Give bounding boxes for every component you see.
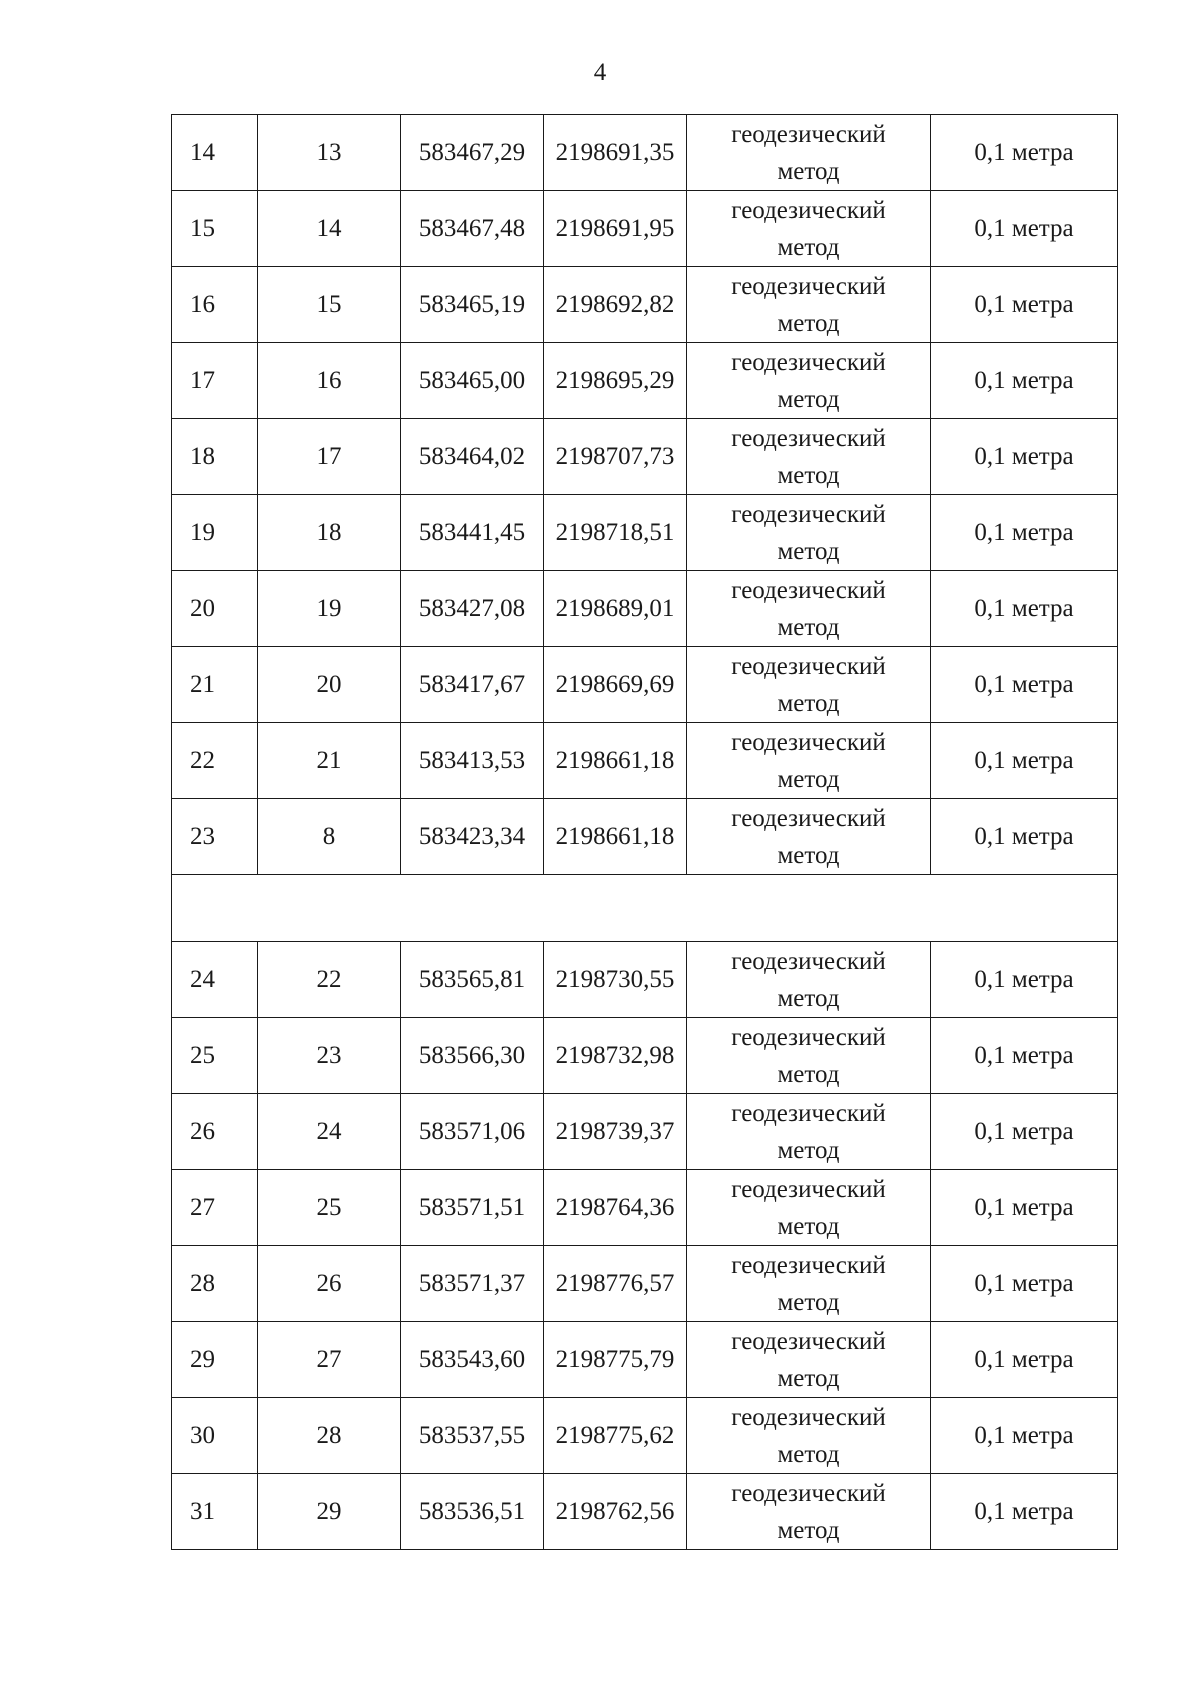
- method-line-2: метод: [777, 537, 840, 565]
- method-line-2: метод: [777, 309, 840, 337]
- row-number-cell: 17: [172, 343, 258, 419]
- point-number-cell: 18: [258, 495, 401, 571]
- point-number-cell: 23: [258, 1018, 401, 1094]
- method-line-1: геодезический: [731, 1403, 886, 1431]
- method-line-1: геодезический: [731, 424, 886, 452]
- y-coordinate-cell: 2198669,69: [544, 647, 687, 723]
- method-cell: [687, 343, 931, 419]
- method-cell: [687, 799, 931, 875]
- table-row: [172, 1398, 1118, 1474]
- method-line-1: геодезический: [731, 348, 886, 376]
- accuracy-cell: 0,1 метра: [931, 942, 1118, 1018]
- x-coordinate-cell: 583417,67: [401, 647, 544, 723]
- y-coordinate-cell: 2198691,35: [544, 115, 687, 191]
- y-coordinate-cell: 2198691,95: [544, 191, 687, 267]
- method-line-1: геодезический: [731, 652, 886, 680]
- method-cell: [687, 495, 931, 571]
- x-coordinate-cell: 583413,53: [401, 723, 544, 799]
- method-line-1: геодезический: [731, 1479, 886, 1507]
- table-row: [172, 571, 1118, 647]
- table-separator-group: [172, 875, 1118, 942]
- x-coordinate-cell: 583571,51: [401, 1170, 544, 1246]
- point-number-cell: 15: [258, 267, 401, 343]
- accuracy-cell: 0,1 метра: [931, 1018, 1118, 1094]
- method-line-1: геодезический: [731, 1251, 886, 1279]
- method-line-2: метод: [777, 1440, 840, 1468]
- method-line-1: геодезический: [731, 576, 886, 604]
- accuracy-cell: 0,1 метра: [931, 1474, 1118, 1550]
- method-line-1: геодезический: [731, 1327, 886, 1355]
- point-number-cell: 13: [258, 115, 401, 191]
- accuracy-cell: 0,1 метра: [931, 495, 1118, 571]
- table-row: [172, 799, 1118, 875]
- accuracy-cell: 0,1 метра: [931, 647, 1118, 723]
- y-coordinate-cell: 2198739,37: [544, 1094, 687, 1170]
- table-row: [172, 647, 1118, 723]
- x-coordinate-cell: 583536,51: [401, 1474, 544, 1550]
- method-cell: [687, 115, 931, 191]
- accuracy-cell: 0,1 метра: [931, 1398, 1118, 1474]
- y-coordinate-cell: 2198776,57: [544, 1246, 687, 1322]
- method-line-2: метод: [777, 1364, 840, 1392]
- point-number-cell: 27: [258, 1322, 401, 1398]
- x-coordinate-cell: 583566,30: [401, 1018, 544, 1094]
- method-line-1: геодезический: [731, 1023, 886, 1051]
- row-number-cell: 29: [172, 1322, 258, 1398]
- row-number-cell: 26: [172, 1094, 258, 1170]
- table-row: [172, 419, 1118, 495]
- y-coordinate-cell: 2198730,55: [544, 942, 687, 1018]
- accuracy-cell: 0,1 метра: [931, 343, 1118, 419]
- point-number-cell: 28: [258, 1398, 401, 1474]
- method-cell: [687, 942, 931, 1018]
- separator-cell: [172, 875, 1118, 942]
- accuracy-cell: 0,1 метра: [931, 267, 1118, 343]
- row-number-cell: 15: [172, 191, 258, 267]
- method-cell: [687, 1322, 931, 1398]
- point-number-cell: 20: [258, 647, 401, 723]
- table-row: [172, 1170, 1118, 1246]
- method-line-2: метод: [777, 385, 840, 413]
- x-coordinate-cell: 583423,34: [401, 799, 544, 875]
- x-coordinate-cell: 583543,60: [401, 1322, 544, 1398]
- y-coordinate-cell: 2198732,98: [544, 1018, 687, 1094]
- x-coordinate-cell: 583537,55: [401, 1398, 544, 1474]
- table-row: [172, 1474, 1118, 1550]
- x-coordinate-cell: 583441,45: [401, 495, 544, 571]
- method-line-1: геодезический: [731, 728, 886, 756]
- method-cell: [687, 571, 931, 647]
- x-coordinate-cell: 583571,37: [401, 1246, 544, 1322]
- method-line-2: метод: [777, 841, 840, 869]
- row-number-cell: 21: [172, 647, 258, 723]
- accuracy-cell: 0,1 метра: [931, 419, 1118, 495]
- method-line-2: метод: [777, 157, 840, 185]
- point-number-cell: 14: [258, 191, 401, 267]
- row-number-cell: 18: [172, 419, 258, 495]
- method-line-2: метод: [777, 1288, 840, 1316]
- row-number-cell: 19: [172, 495, 258, 571]
- method-line-1: геодезический: [731, 272, 886, 300]
- point-number-cell: 17: [258, 419, 401, 495]
- method-cell: [687, 1018, 931, 1094]
- point-number-cell: 16: [258, 343, 401, 419]
- separator-row: [172, 875, 1118, 942]
- x-coordinate-cell: 583467,29: [401, 115, 544, 191]
- row-number-cell: 28: [172, 1246, 258, 1322]
- method-cell: [687, 419, 931, 495]
- method-cell: [687, 1398, 931, 1474]
- x-coordinate-cell: 583571,06: [401, 1094, 544, 1170]
- method-line-2: метод: [777, 1060, 840, 1088]
- method-cell: [687, 1094, 931, 1170]
- coordinates-table: [171, 114, 1118, 1550]
- method-cell: [687, 267, 931, 343]
- accuracy-cell: 0,1 метра: [931, 799, 1118, 875]
- accuracy-cell: 0,1 метра: [931, 191, 1118, 267]
- row-number-cell: 22: [172, 723, 258, 799]
- method-line-1: геодезический: [731, 947, 886, 975]
- row-number-cell: 24: [172, 942, 258, 1018]
- y-coordinate-cell: 2198695,29: [544, 343, 687, 419]
- table-row: [172, 267, 1118, 343]
- accuracy-cell: 0,1 метра: [931, 1170, 1118, 1246]
- y-coordinate-cell: 2198764,36: [544, 1170, 687, 1246]
- point-number-cell: 19: [258, 571, 401, 647]
- y-coordinate-cell: 2198692,82: [544, 267, 687, 343]
- table-row: [172, 343, 1118, 419]
- method-line-1: геодезический: [731, 804, 886, 832]
- table-row: [172, 723, 1118, 799]
- table-row: [172, 1246, 1118, 1322]
- table-body-bottom: [172, 942, 1118, 1550]
- table-row: [172, 942, 1118, 1018]
- x-coordinate-cell: 583565,81: [401, 942, 544, 1018]
- method-line-2: метод: [777, 689, 840, 717]
- table-row: [172, 191, 1118, 267]
- x-coordinate-cell: 583467,48: [401, 191, 544, 267]
- row-number-cell: 25: [172, 1018, 258, 1094]
- table-row: [172, 1322, 1118, 1398]
- accuracy-cell: 0,1 метра: [931, 1246, 1118, 1322]
- point-number-cell: 29: [258, 1474, 401, 1550]
- page-number: 4: [593, 59, 607, 86]
- method-cell: [687, 723, 931, 799]
- method-line-1: геодезический: [731, 196, 886, 224]
- row-number-cell: 30: [172, 1398, 258, 1474]
- accuracy-cell: 0,1 метра: [931, 1322, 1118, 1398]
- row-number-cell: 27: [172, 1170, 258, 1246]
- method-line-1: геодезический: [731, 1175, 886, 1203]
- row-number-cell: 14: [172, 115, 258, 191]
- accuracy-cell: 0,1 метра: [931, 571, 1118, 647]
- point-number-cell: 22: [258, 942, 401, 1018]
- y-coordinate-cell: 2198689,01: [544, 571, 687, 647]
- row-number-cell: 16: [172, 267, 258, 343]
- method-line-1: геодезический: [731, 500, 886, 528]
- method-line-2: метод: [777, 613, 840, 641]
- table-row: [172, 115, 1118, 191]
- method-line-2: метод: [777, 1516, 840, 1544]
- y-coordinate-cell: 2198775,79: [544, 1322, 687, 1398]
- x-coordinate-cell: 583464,02: [401, 419, 544, 495]
- accuracy-cell: 0,1 метра: [931, 723, 1118, 799]
- method-line-1: геодезический: [731, 120, 886, 148]
- accuracy-cell: 0,1 метра: [931, 115, 1118, 191]
- x-coordinate-cell: 583465,19: [401, 267, 544, 343]
- point-number-cell: 8: [258, 799, 401, 875]
- method-cell: [687, 1474, 931, 1550]
- row-number-cell: 23: [172, 799, 258, 875]
- method-line-2: метод: [777, 1212, 840, 1240]
- method-line-1: геодезический: [731, 1099, 886, 1127]
- method-cell: [687, 1246, 931, 1322]
- method-cell: [687, 647, 931, 723]
- method-line-2: метод: [777, 1136, 840, 1164]
- method-line-2: метод: [777, 765, 840, 793]
- method-cell: [687, 191, 931, 267]
- accuracy-cell: 0,1 метра: [931, 1094, 1118, 1170]
- point-number-cell: 25: [258, 1170, 401, 1246]
- y-coordinate-cell: 2198718,51: [544, 495, 687, 571]
- y-coordinate-cell: 2198775,62: [544, 1398, 687, 1474]
- method-line-2: метод: [777, 461, 840, 489]
- x-coordinate-cell: 583427,08: [401, 571, 544, 647]
- table-body-top: [172, 115, 1118, 875]
- table-row: [172, 1018, 1118, 1094]
- y-coordinate-cell: 2198707,73: [544, 419, 687, 495]
- point-number-cell: 24: [258, 1094, 401, 1170]
- row-number-cell: 20: [172, 571, 258, 647]
- x-coordinate-cell: 583465,00: [401, 343, 544, 419]
- table-row: [172, 495, 1118, 571]
- point-number-cell: 26: [258, 1246, 401, 1322]
- method-line-2: метод: [777, 984, 840, 1012]
- y-coordinate-cell: 2198661,18: [544, 799, 687, 875]
- point-number-cell: 21: [258, 723, 401, 799]
- method-line-2: метод: [777, 233, 840, 261]
- table-row: [172, 1094, 1118, 1170]
- y-coordinate-cell: 2198661,18: [544, 723, 687, 799]
- row-number-cell: 31: [172, 1474, 258, 1550]
- method-cell: [687, 1170, 931, 1246]
- y-coordinate-cell: 2198762,56: [544, 1474, 687, 1550]
